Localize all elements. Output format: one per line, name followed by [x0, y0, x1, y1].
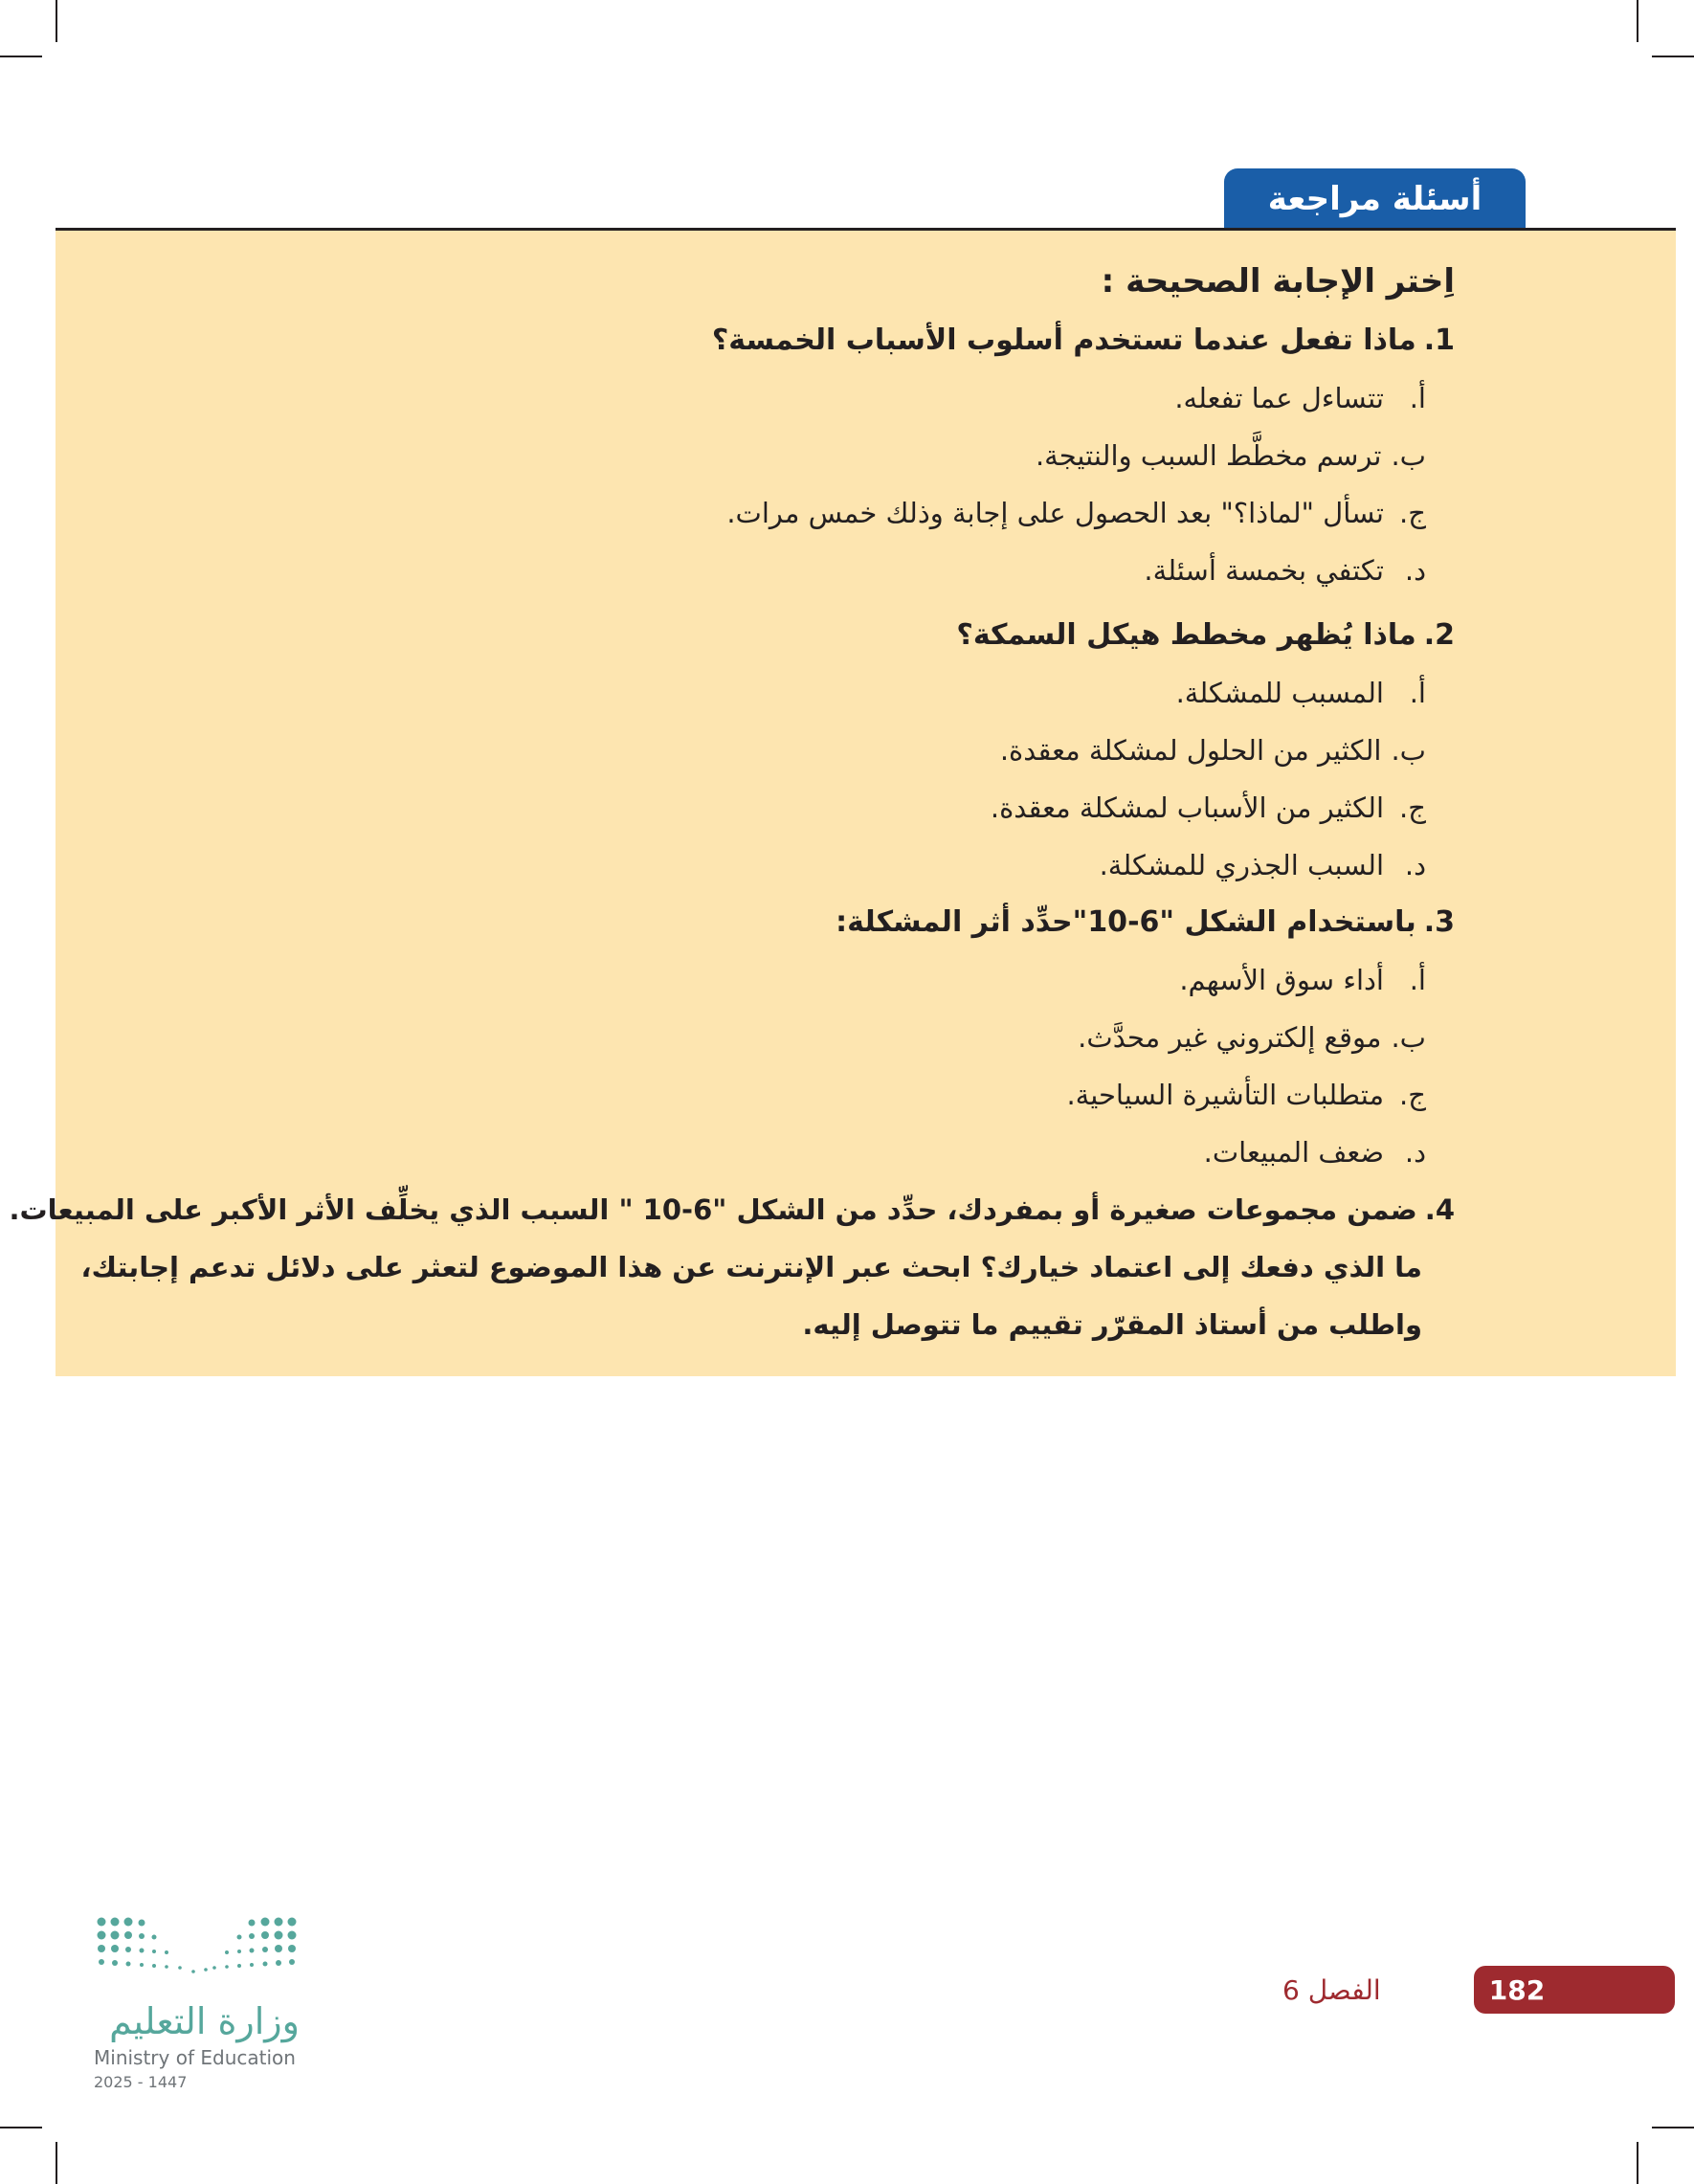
option — [211, 1124, 1455, 1181]
option-text: تتساءل عما تفعله. — [1174, 382, 1384, 414]
question-2-options — [211, 664, 1455, 894]
section-tab: أسئلة مراجعة — [1224, 168, 1526, 230]
question-text: ماذا تفعل عندما تستخدم أسلوب الأسباب الخمسة؟ — [711, 323, 1416, 357]
option-label: ج. — [1399, 791, 1426, 824]
option — [211, 484, 1455, 542]
option-text: موقع إلكتروني غير محدَّث. — [1078, 1021, 1382, 1054]
option — [211, 427, 1455, 484]
question-4-line-2: ما الذي دفعك إلى اعتماد خيارك؟ ابحث عبر الإنترنت عن هذا الموضوع لتعثر على دلائل تدعم إجابتك، — [80, 1251, 1422, 1283]
crop-mark — [0, 2127, 42, 2128]
option — [211, 1009, 1455, 1066]
review-questions — [9, 251, 1455, 1353]
question-1-options — [211, 369, 1455, 599]
option-text: ضعف المبيعات. — [1203, 1136, 1384, 1169]
question-number: 3. — [1423, 905, 1455, 939]
option-label: د. — [1404, 1136, 1426, 1169]
option-label: ب. — [1391, 1021, 1426, 1054]
ministry-logo-arabic: وزارة التعليم — [109, 2000, 300, 2042]
question-text: ماذا يُظهر مخطط هيكل السمكة؟ — [956, 618, 1416, 652]
question-2 — [211, 607, 1455, 664]
question-4 — [9, 1181, 1455, 1353]
question-number: 4. — [1424, 1193, 1455, 1226]
question-text: ضمن مجموعات صغيرة أو بمفردك، حدِّد من الشكل "6-10 " السبب الذي يخلِّف الأثر الأكبر على المبيعات. — [9, 1193, 1417, 1226]
question-3-options — [211, 951, 1455, 1181]
crop-mark — [56, 2142, 57, 2184]
option-label: أ. — [1409, 677, 1426, 709]
chapter-label: الفصل 6 — [1282, 1973, 1381, 2006]
option-text: تسأل "لماذا؟" بعد الحصول على إجابة وذلك خمس مرات. — [726, 497, 1384, 529]
option-label: أ. — [1409, 382, 1426, 414]
instruction-heading: اِختر الإجابة الصحيحة : — [1101, 262, 1455, 301]
option-text: أداء سوق الأسهم. — [1179, 964, 1384, 996]
option-text: المسبب للمشكلة. — [1175, 677, 1384, 709]
option-text: الكثير من الأسباب لمشكلة معقدة. — [990, 791, 1384, 824]
option — [211, 542, 1455, 599]
question-text: باستخدام الشكل "6-10"حدِّد أثر المشكلة: — [836, 905, 1416, 939]
crop-mark — [56, 0, 57, 42]
page-number: 182 — [1488, 1973, 1546, 2006]
ministry-logo-icon — [94, 1914, 300, 1983]
option — [211, 1066, 1455, 1124]
option-text: السبب الجذري للمشكلة. — [1099, 849, 1384, 881]
crop-mark — [1652, 56, 1694, 57]
ministry-logo-year: 2025 - 1447 — [94, 2073, 188, 2091]
option — [211, 951, 1455, 1009]
question-1 — [211, 312, 1455, 369]
option-text: الكثير من الحلول لمشكلة معقدة. — [999, 734, 1382, 767]
option — [211, 779, 1455, 836]
option-label: ب. — [1391, 734, 1426, 767]
question-number: 1. — [1423, 323, 1455, 357]
option-label: ج. — [1399, 497, 1426, 529]
option — [211, 369, 1455, 427]
option — [211, 664, 1455, 722]
option-text: تكتفي بخمسة أسئلة. — [1144, 554, 1384, 587]
option-text: متطلبات التأشيرة السياحية. — [1066, 1079, 1384, 1111]
option — [211, 722, 1455, 779]
question-3 — [211, 894, 1455, 951]
option-label: أ. — [1409, 964, 1426, 996]
option-label: د. — [1404, 554, 1426, 587]
question-4-line-3: واطلب من أستاذ المقرّر تقييم ما تتوصل إليه. — [802, 1308, 1422, 1341]
crop-mark — [0, 56, 42, 57]
question-number: 2. — [1423, 618, 1455, 652]
option-label: د. — [1404, 849, 1426, 881]
ministry-logo-english: Ministry of Education — [94, 2046, 296, 2069]
option-label: ب. — [1391, 439, 1426, 472]
crop-mark — [1637, 0, 1638, 42]
crop-mark — [1652, 2127, 1694, 2128]
option — [211, 836, 1455, 894]
question-4-line-1 — [9, 1181, 1455, 1238]
option-label: ج. — [1399, 1079, 1426, 1111]
option-text: ترسم مخطَّط السبب والنتيجة. — [1035, 439, 1382, 472]
crop-mark — [1637, 2142, 1638, 2184]
